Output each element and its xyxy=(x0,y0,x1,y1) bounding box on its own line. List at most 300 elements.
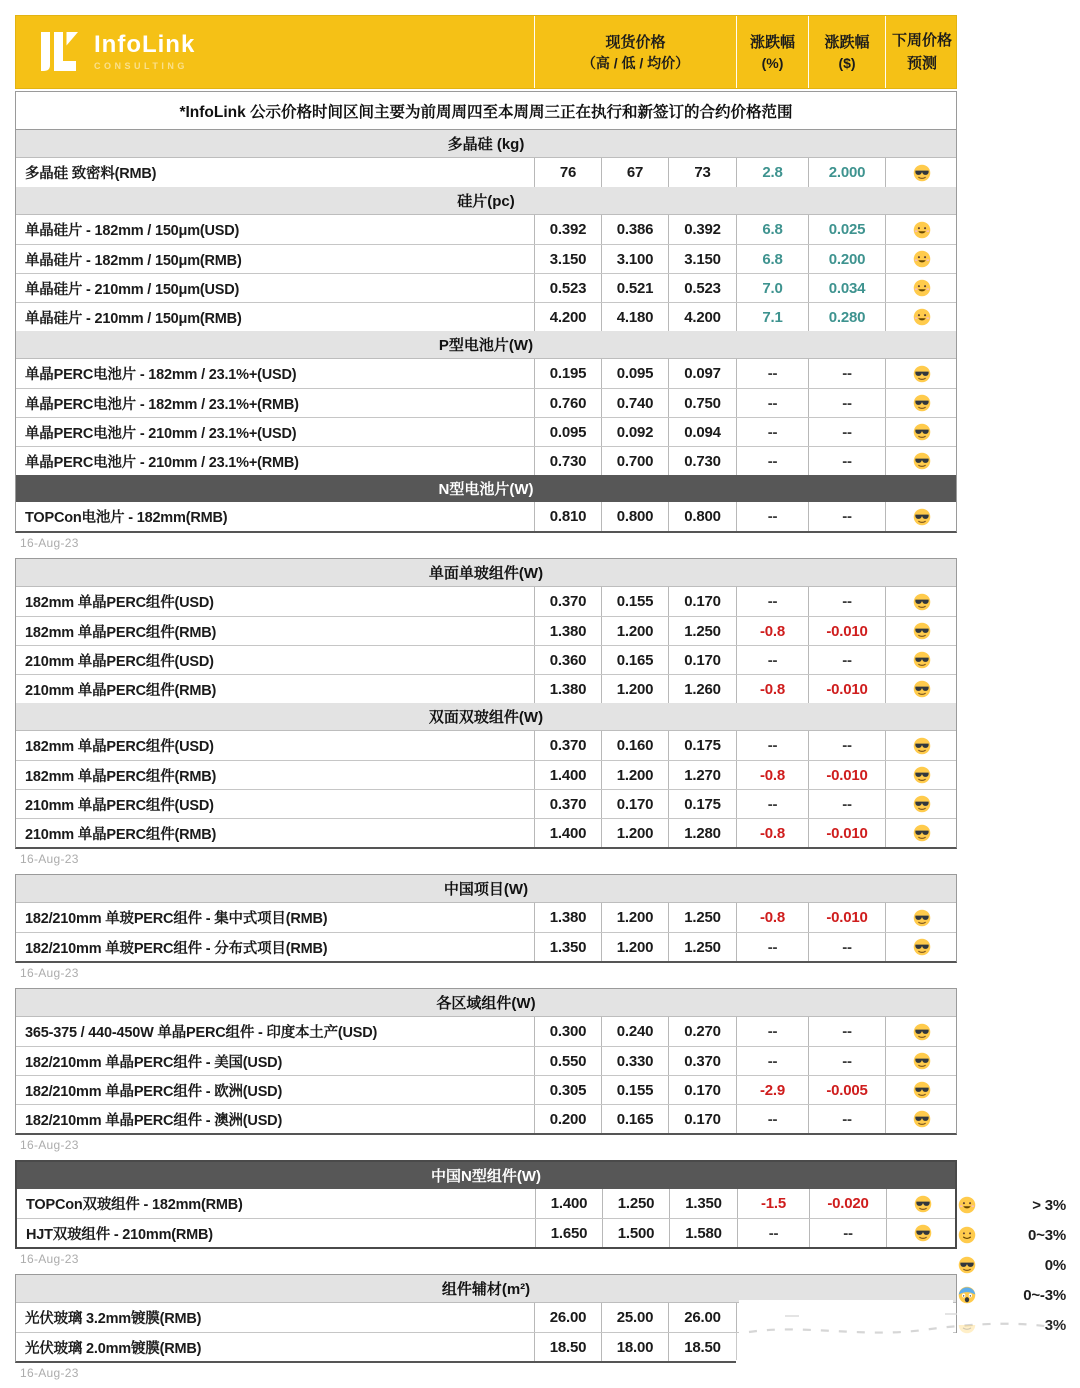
change-usd: -- xyxy=(808,502,885,531)
price-avg: 1.270 xyxy=(668,761,736,789)
change-pct: 6.8 xyxy=(736,245,808,273)
product-name: 210mm 单晶PERC组件(USD) xyxy=(25,653,214,670)
price-avg: 0.270 xyxy=(668,1017,736,1046)
product-name: 单晶硅片 - 210mm / 150μm(RMB) xyxy=(25,310,242,327)
price-avg: 1.350 xyxy=(669,1189,737,1218)
product-name: TOPCon双玻组件 - 182mm(RMB) xyxy=(26,1197,243,1213)
table-row xyxy=(17,1189,955,1218)
table-row xyxy=(16,818,956,847)
section-header: 组件辅材(m²) xyxy=(16,1275,956,1303)
table-row xyxy=(16,674,956,703)
emoji-sunglasses-icon xyxy=(913,1110,931,1128)
product-name: 182mm 单晶PERC组件(RMB) xyxy=(25,624,217,641)
column-header-change-pct xyxy=(736,16,808,88)
forecast-cell xyxy=(886,1219,959,1247)
product-name: 210mm 单晶PERC组件(USD) xyxy=(25,797,214,814)
product-name: 210mm 单晶PERC组件(RMB) xyxy=(25,826,217,843)
legend-item xyxy=(952,1280,1068,1310)
change-usd: -- xyxy=(808,418,885,446)
table-row xyxy=(16,903,956,932)
price-high: 1.380 xyxy=(534,675,601,703)
price-low: 0.092 xyxy=(601,418,668,446)
change-pct: -- xyxy=(736,447,808,475)
table-row xyxy=(16,731,956,760)
emoji-smile-icon xyxy=(958,1196,976,1214)
change-usd: 0.200 xyxy=(808,245,885,273)
price-low: 0.740 xyxy=(601,389,668,417)
forecast-cell xyxy=(885,1017,958,1046)
product-name: 182mm 单晶PERC组件(RMB) xyxy=(25,768,217,785)
change-pct: -- xyxy=(736,646,808,674)
price-avg: 0.094 xyxy=(668,418,736,446)
table-row xyxy=(16,616,956,645)
change-usd: -0.010 xyxy=(808,761,885,789)
price-low: 1.200 xyxy=(601,675,668,703)
product-name: 单晶PERC电池片 - 210mm / 23.1%+(RMB) xyxy=(25,454,299,471)
change-usd: -- xyxy=(808,646,885,674)
price-high: 0.370 xyxy=(534,731,601,760)
price-low: 0.095 xyxy=(601,359,668,388)
change-pct: -0.8 xyxy=(736,617,808,645)
price-low: 0.386 xyxy=(601,215,668,244)
disclaimer-note: *InfoLink 公示价格时间区间主要为前周周四至本周周三正在执行和新签订的合约价格范围 xyxy=(15,91,957,129)
change-pct: -- xyxy=(736,933,808,961)
forecast-cell xyxy=(885,761,958,789)
section-header: 单面单玻组件(W) xyxy=(16,559,956,587)
price-low: 1.250 xyxy=(602,1189,669,1218)
forecast-cell xyxy=(885,359,958,388)
forecast-cell xyxy=(885,617,958,645)
change-usd: -0.010 xyxy=(808,819,885,847)
section-header: P型电池片(W) xyxy=(16,331,956,359)
price-block xyxy=(15,874,957,963)
date-stamp: 16-Aug-23 xyxy=(20,1252,79,1266)
logo-text xyxy=(94,33,195,71)
price-low: 0.240 xyxy=(601,1017,668,1046)
price-avg: 1.280 xyxy=(668,819,736,847)
change-usd: 0.025 xyxy=(808,215,885,244)
emoji-sunglasses-icon xyxy=(913,938,931,956)
product-name: 单晶硅片 - 182mm / 150μm(RMB) xyxy=(25,252,242,269)
product-name: 单晶硅片 - 182mm / 150μm(USD) xyxy=(25,223,240,239)
price-low: 1.200 xyxy=(601,761,668,789)
date-stamp: 16-Aug-23 xyxy=(20,536,79,550)
change-usd: -0.010 xyxy=(808,617,885,645)
forecast-cell xyxy=(885,1333,958,1361)
change-usd: -0.010 xyxy=(808,675,885,703)
infolink-logo-icon xyxy=(36,29,82,75)
change-usd: 0.280 xyxy=(808,303,885,331)
price-low: 3.100 xyxy=(601,245,668,273)
price-avg: 0.170 xyxy=(668,646,736,674)
table-row xyxy=(16,1332,956,1361)
change-pct: -0.8 xyxy=(736,675,808,703)
table-row xyxy=(16,1075,956,1104)
price-avg: 0.750 xyxy=(668,389,736,417)
forecast-cell xyxy=(885,447,958,475)
legend-item xyxy=(952,1220,1068,1250)
emoji-sunglasses-icon xyxy=(913,365,931,383)
spot-price-label: 现货价格 xyxy=(605,33,666,51)
change-usd: -- xyxy=(809,1219,886,1247)
date-stamp: 16-Aug-23 xyxy=(20,1138,79,1152)
price-avg: 26.00 xyxy=(668,1303,736,1332)
price-low: 0.165 xyxy=(601,1105,668,1133)
price-low: 0.330 xyxy=(601,1047,668,1075)
product-name: 182/210mm 单晶PERC组件 - 澳洲(USD) xyxy=(25,1112,283,1129)
table-row xyxy=(16,502,956,531)
price-high: 4.200 xyxy=(534,303,601,331)
price-low: 0.700 xyxy=(601,447,668,475)
legend-label: 3% xyxy=(1044,1316,1066,1334)
table-row xyxy=(16,1104,956,1133)
mask-overlay xyxy=(739,1300,953,1334)
emoji-sunglasses-icon xyxy=(914,1195,932,1213)
section-header: 中国项目(W) xyxy=(16,875,956,903)
table-row xyxy=(16,789,956,818)
price-low: 1.500 xyxy=(602,1219,669,1247)
forecast-cell xyxy=(885,274,958,302)
forecast-cell xyxy=(885,418,958,446)
change-pct: -- xyxy=(736,418,808,446)
emoji-sunglasses-icon xyxy=(913,1081,931,1099)
table-row xyxy=(16,932,956,961)
emoji-cry-icon xyxy=(958,1316,976,1334)
forecast-cell xyxy=(885,158,958,187)
change-pct: -- xyxy=(737,1219,809,1247)
section-header: 硅片(pc) xyxy=(16,187,956,215)
price-low: 25.00 xyxy=(601,1303,668,1332)
legend-label: 0~-3% xyxy=(1023,1286,1066,1304)
price-avg: 73 xyxy=(668,158,736,187)
change-pct-label: 涨跌幅 xyxy=(749,33,795,51)
date-stamp: 16-Aug-23 xyxy=(20,1366,79,1380)
price-avg: 3.150 xyxy=(668,245,736,273)
change-usd: -- xyxy=(808,447,885,475)
change-pct: -- xyxy=(736,359,808,388)
emoji-sunglasses-icon xyxy=(913,909,931,927)
table-row xyxy=(16,215,956,244)
change-pct: -- xyxy=(736,1017,808,1046)
price-high: 1.380 xyxy=(534,617,601,645)
change-usd: -- xyxy=(808,389,885,417)
product-name: HJT双玻组件 - 210mm(RMB) xyxy=(26,1226,213,1243)
price-high: 1.380 xyxy=(534,903,601,932)
table-row xyxy=(16,388,956,417)
forecast-cell xyxy=(886,1189,959,1218)
price-avg: 0.730 xyxy=(668,447,736,475)
change-pct: -- xyxy=(736,1047,808,1075)
emoji-sunglasses-icon xyxy=(913,593,931,611)
price-high: 1.400 xyxy=(534,819,601,847)
forecast-cell xyxy=(885,1105,958,1133)
change-pct: -2.9 xyxy=(736,1076,808,1104)
forecast-cell xyxy=(885,245,958,273)
emoji-sunglasses-icon xyxy=(913,508,931,526)
forecast-legend xyxy=(952,1190,1068,1340)
product-name: TOPCon电池片 - 182mm(RMB) xyxy=(25,510,228,526)
change-pct-unit: (%) xyxy=(761,55,784,72)
forecast-cell xyxy=(885,933,958,961)
legend-item xyxy=(952,1310,1068,1340)
price-avg: 0.370 xyxy=(668,1047,736,1075)
change-pct: -- xyxy=(736,1105,808,1133)
date-stamp: 16-Aug-23 xyxy=(20,852,79,866)
emoji-sunglasses-icon xyxy=(913,795,931,813)
change-usd-label: 涨跌幅 xyxy=(824,33,870,51)
forecast-label-line1: 下周价格 xyxy=(891,31,952,49)
price-low: 67 xyxy=(601,158,668,187)
logo xyxy=(16,16,534,88)
price-high: 0.300 xyxy=(534,1017,601,1046)
legend-label: 0~3% xyxy=(1028,1226,1066,1244)
price-low: 0.800 xyxy=(601,502,668,531)
forecast-cell xyxy=(885,790,958,818)
emoji-sunglasses-icon xyxy=(913,394,931,412)
price-avg: 1.580 xyxy=(669,1219,737,1247)
price-high: 0.095 xyxy=(534,418,601,446)
forecast-cell xyxy=(885,587,958,616)
legend-item xyxy=(952,1190,1068,1220)
change-usd xyxy=(808,1333,885,1361)
product-name: 365-375 / 440-450W 单晶PERC组件 - 印度本土产(USD) xyxy=(25,1025,378,1041)
emoji-sunglasses-icon xyxy=(913,1023,931,1041)
change-usd: 0.034 xyxy=(808,274,885,302)
price-high: 1.400 xyxy=(535,1189,602,1218)
forecast-cell xyxy=(885,389,958,417)
change-usd-unit: ($) xyxy=(838,55,856,72)
emoji-sunglasses-icon xyxy=(913,1052,931,1070)
product-name: 单晶PERC电池片 - 182mm / 23.1%+(RMB) xyxy=(25,396,299,413)
forecast-cell xyxy=(885,646,958,674)
change-pct xyxy=(736,1333,808,1361)
emoji-sunglasses-icon xyxy=(913,423,931,441)
price-high: 1.650 xyxy=(535,1219,602,1247)
emoji-sunglasses-icon xyxy=(914,1224,932,1242)
change-usd: -0.010 xyxy=(808,903,885,932)
emoji-smile-icon xyxy=(913,279,931,297)
price-avg: 18.50 xyxy=(668,1333,736,1361)
section-header: 中国N型组件(W) xyxy=(17,1162,955,1189)
forecast-cell xyxy=(885,215,958,244)
price-low: 4.180 xyxy=(601,303,668,331)
change-usd: -- xyxy=(808,1017,885,1046)
emoji-sunglasses-icon xyxy=(913,766,931,784)
product-name: 单晶PERC电池片 - 182mm / 23.1%+(USD) xyxy=(25,367,297,383)
table-row xyxy=(16,417,956,446)
section-header: 多晶硅 (kg) xyxy=(16,130,956,158)
change-usd: -0.005 xyxy=(808,1076,885,1104)
change-usd: -- xyxy=(808,790,885,818)
change-pct: -- xyxy=(736,389,808,417)
table-row xyxy=(16,273,956,302)
table-row xyxy=(16,760,956,789)
price-low: 0.155 xyxy=(601,587,668,616)
forecast-cell xyxy=(885,502,958,531)
legend-label: 0% xyxy=(1044,1256,1066,1274)
price-low: 0.521 xyxy=(601,274,668,302)
price-avg: 0.523 xyxy=(668,274,736,302)
table-row xyxy=(16,244,956,273)
price-avg: 1.260 xyxy=(668,675,736,703)
legend-item xyxy=(952,1250,1068,1280)
change-pct: -- xyxy=(736,587,808,616)
table-row xyxy=(16,359,956,388)
price-low: 0.170 xyxy=(601,790,668,818)
section-header: N型电池片(W) xyxy=(16,475,956,502)
emoji-sunglasses-icon xyxy=(913,452,931,470)
forecast-cell xyxy=(885,303,958,331)
table-row xyxy=(16,645,956,674)
emoji-sunglasses-icon xyxy=(913,824,931,842)
price-avg: 0.800 xyxy=(668,502,736,531)
column-header-change-usd xyxy=(808,16,885,88)
change-usd: -- xyxy=(808,359,885,388)
price-high: 3.150 xyxy=(534,245,601,273)
price-high: 1.400 xyxy=(534,761,601,789)
column-header-forecast xyxy=(885,16,958,88)
change-usd: 2.000 xyxy=(808,158,885,187)
emoji-smile-icon xyxy=(913,250,931,268)
change-usd: -- xyxy=(808,587,885,616)
price-avg: 0.170 xyxy=(668,587,736,616)
brand-header xyxy=(15,15,957,89)
price-high: 0.730 xyxy=(534,447,601,475)
table-row xyxy=(16,158,956,187)
price-low: 0.160 xyxy=(601,731,668,760)
table-row xyxy=(16,1017,956,1046)
legend-label: > 3% xyxy=(1032,1196,1066,1214)
emoji-sunglasses-icon xyxy=(913,164,931,182)
change-pct: -- xyxy=(736,502,808,531)
price-low: 1.200 xyxy=(601,819,668,847)
section-header: 双面双玻组件(W) xyxy=(16,703,956,731)
forecast-cell xyxy=(885,903,958,932)
price-avg: 0.175 xyxy=(668,790,736,818)
price-high: 0.195 xyxy=(534,359,601,388)
column-header-spot-price xyxy=(534,16,736,88)
change-usd: -0.020 xyxy=(809,1189,886,1218)
change-pct: 2.8 xyxy=(736,158,808,187)
price-avg: 0.170 xyxy=(668,1076,736,1104)
price-avg: 0.175 xyxy=(668,731,736,760)
price-high: 0.370 xyxy=(534,587,601,616)
emoji-sunglasses-icon xyxy=(913,651,931,669)
price-high: 18.50 xyxy=(534,1333,601,1361)
price-avg: 1.250 xyxy=(668,903,736,932)
product-name: 182mm 单晶PERC组件(USD) xyxy=(25,739,214,755)
forecast-cell xyxy=(885,731,958,760)
emoji-sunglasses-icon xyxy=(913,622,931,640)
forecast-label-line2: 预测 xyxy=(906,55,937,72)
spot-price-sublabel: （高 / 低 / 均价） xyxy=(581,55,690,72)
product-name: 多晶硅 致密料(RMB) xyxy=(25,166,157,182)
price-low: 0.155 xyxy=(601,1076,668,1104)
price-high: 0.760 xyxy=(534,389,601,417)
change-pct: 7.1 xyxy=(736,303,808,331)
change-pct: 7.0 xyxy=(736,274,808,302)
table-row xyxy=(17,1218,955,1247)
price-high: 76 xyxy=(534,158,601,187)
price-high: 0.200 xyxy=(534,1105,601,1133)
price-high: 0.305 xyxy=(534,1076,601,1104)
emoji-smile-icon xyxy=(913,221,931,239)
price-avg: 4.200 xyxy=(668,303,736,331)
change-usd: -- xyxy=(808,731,885,760)
emoji-sunglasses-icon xyxy=(958,1256,976,1274)
price-low: 0.165 xyxy=(601,646,668,674)
table-blocks xyxy=(15,129,957,1380)
product-name: 光伏玻璃 2.0mm镀膜(RMB) xyxy=(25,1340,202,1357)
price-block xyxy=(15,558,957,849)
price-avg: 0.170 xyxy=(668,1105,736,1133)
price-avg: 1.250 xyxy=(668,617,736,645)
price-low: 1.200 xyxy=(601,903,668,932)
section-header: 各区域组件(W) xyxy=(16,989,956,1017)
forecast-cell xyxy=(885,1047,958,1075)
brand-subtitle: CONSULTING xyxy=(94,61,188,71)
price-sheet xyxy=(15,15,957,1388)
price-high: 0.550 xyxy=(534,1047,601,1075)
price-high: 0.810 xyxy=(534,502,601,531)
emoji-smile-icon xyxy=(913,308,931,326)
table-row xyxy=(16,446,956,475)
price-low: 1.200 xyxy=(601,933,668,961)
forecast-cell xyxy=(885,675,958,703)
emoji-sunglasses-icon xyxy=(913,680,931,698)
price-high: 0.392 xyxy=(534,215,601,244)
price-high: 0.360 xyxy=(534,646,601,674)
price-avg: 1.250 xyxy=(668,933,736,961)
product-name: 182/210mm 单玻PERC组件 - 分布式项目(RMB) xyxy=(25,940,328,957)
price-high: 26.00 xyxy=(534,1303,601,1332)
change-usd: -- xyxy=(808,1047,885,1075)
price-avg: 0.392 xyxy=(668,215,736,244)
price-block xyxy=(15,129,957,533)
price-high: 1.350 xyxy=(534,933,601,961)
price-low: 18.00 xyxy=(601,1333,668,1361)
forecast-cell xyxy=(885,819,958,847)
table-row xyxy=(16,302,956,331)
change-pct: -- xyxy=(736,790,808,818)
price-high: 0.523 xyxy=(534,274,601,302)
product-name: 182/210mm 单晶PERC组件 - 欧洲(USD) xyxy=(25,1083,283,1100)
product-name: 210mm 单晶PERC组件(RMB) xyxy=(25,682,217,699)
product-name: 单晶PERC电池片 - 210mm / 23.1%+(USD) xyxy=(25,425,297,442)
table-row xyxy=(16,1046,956,1075)
brand-name: InfoLink xyxy=(94,31,196,58)
emoji-scream-icon xyxy=(958,1286,976,1304)
forecast-cell xyxy=(885,1076,958,1104)
change-pct: -0.8 xyxy=(736,761,808,789)
change-pct: -0.8 xyxy=(736,903,808,932)
table-row xyxy=(16,587,956,616)
product-name: 光伏玻璃 3.2mm镀膜(RMB) xyxy=(25,1311,202,1327)
price-low: 1.200 xyxy=(601,617,668,645)
product-name: 182/210mm 单玻PERC组件 - 集中式项目(RMB) xyxy=(25,911,328,927)
price-block xyxy=(15,1160,957,1249)
product-name: 182/210mm 单晶PERC组件 - 美国(USD) xyxy=(25,1054,283,1071)
date-stamp: 16-Aug-23 xyxy=(20,966,79,980)
price-block xyxy=(15,988,957,1135)
emoji-sunglasses-icon xyxy=(913,737,931,755)
change-usd: -- xyxy=(808,933,885,961)
change-pct: -1.5 xyxy=(737,1189,809,1218)
change-pct: -0.8 xyxy=(736,819,808,847)
change-pct: 6.8 xyxy=(736,215,808,244)
product-name: 单晶硅片 - 210mm / 150μm(USD) xyxy=(25,281,240,298)
price-avg: 0.097 xyxy=(668,359,736,388)
